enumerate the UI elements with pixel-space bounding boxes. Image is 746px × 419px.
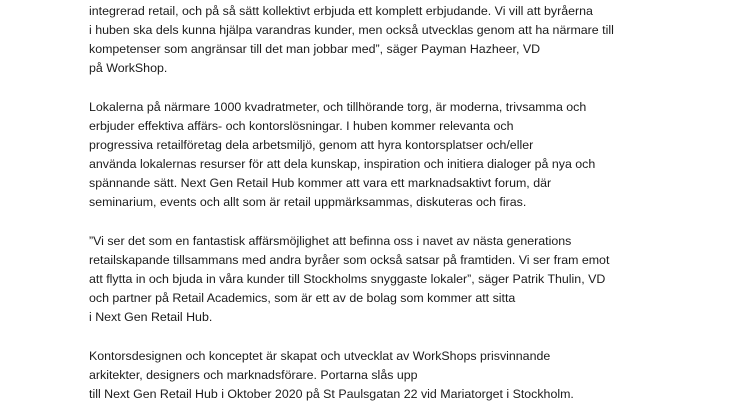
- text-line: Lokalerna på närmare 1000 kvadratmeter, och tillhörande torg, är moderna, trivsamma och: [89, 100, 587, 114]
- text-line: ”Vi ser det som en fantastisk affärsmöjlighet att befinna oss i navet av nästa generations: [89, 234, 572, 248]
- text-line: på WorkShop.: [89, 61, 168, 75]
- text-line: till Next Gen Retail Hub i Oktober 2020 på St Paulsgatan 22 vid Mariatorget i Stockholm.: [89, 387, 574, 401]
- text-line: i huben ska dels kunna hjälpa varandras kunder, men också utvecklas genom att ha närmare till: [89, 23, 614, 37]
- text-line: använda lokalernas resurser för att dela kunskap, inspiration och initiera dialoger på nya och: [89, 157, 596, 171]
- text-line: seminarium, events och allt som är retail uppmärksammas, diskuteras och firas.: [89, 195, 527, 209]
- text-line: retailskapande tillsammans med andra byråer som också satsar på framtiden. Vi ser fram emot: [89, 253, 610, 267]
- text-line: progressiva retailföretag dela arbetsmiljö, genom att hyra kontorsplatser och/eller: [89, 138, 534, 152]
- text-line: integrerad retail, och på så sätt kollektivt erbjuda ett komplett erbjudande. Vi vill att byråerna: [89, 4, 593, 18]
- text-line: erbjuder effektiva affärs- och kontorslösningar. I huben kommer relevanta och: [89, 119, 514, 133]
- text-line: kompetenser som angränsar till det man jobbar med”, säger Payman Hazheer, VD: [89, 42, 541, 56]
- text-line: arkitekter, designers och marknadsförare. Portarna slås upp: [89, 368, 418, 382]
- text-line: och partner på Retail Academics, som är ett av de bolag som kommer att sitta: [89, 291, 516, 305]
- text-line: Kontorsdesignen och konceptet är skapat och utvecklat av WorkShops prisvinnande: [89, 349, 551, 363]
- text-line: spännande sätt. Next Gen Retail Hub kommer att vara ett marknadsaktivt forum, där: [89, 176, 552, 190]
- text-line: i Next Gen Retail Hub.: [89, 310, 213, 324]
- text-line: att flytta in och bjuda in våra kunder till Stockholms snyggaste lokaler”, säger Patrik Thulin, VD: [89, 272, 606, 286]
